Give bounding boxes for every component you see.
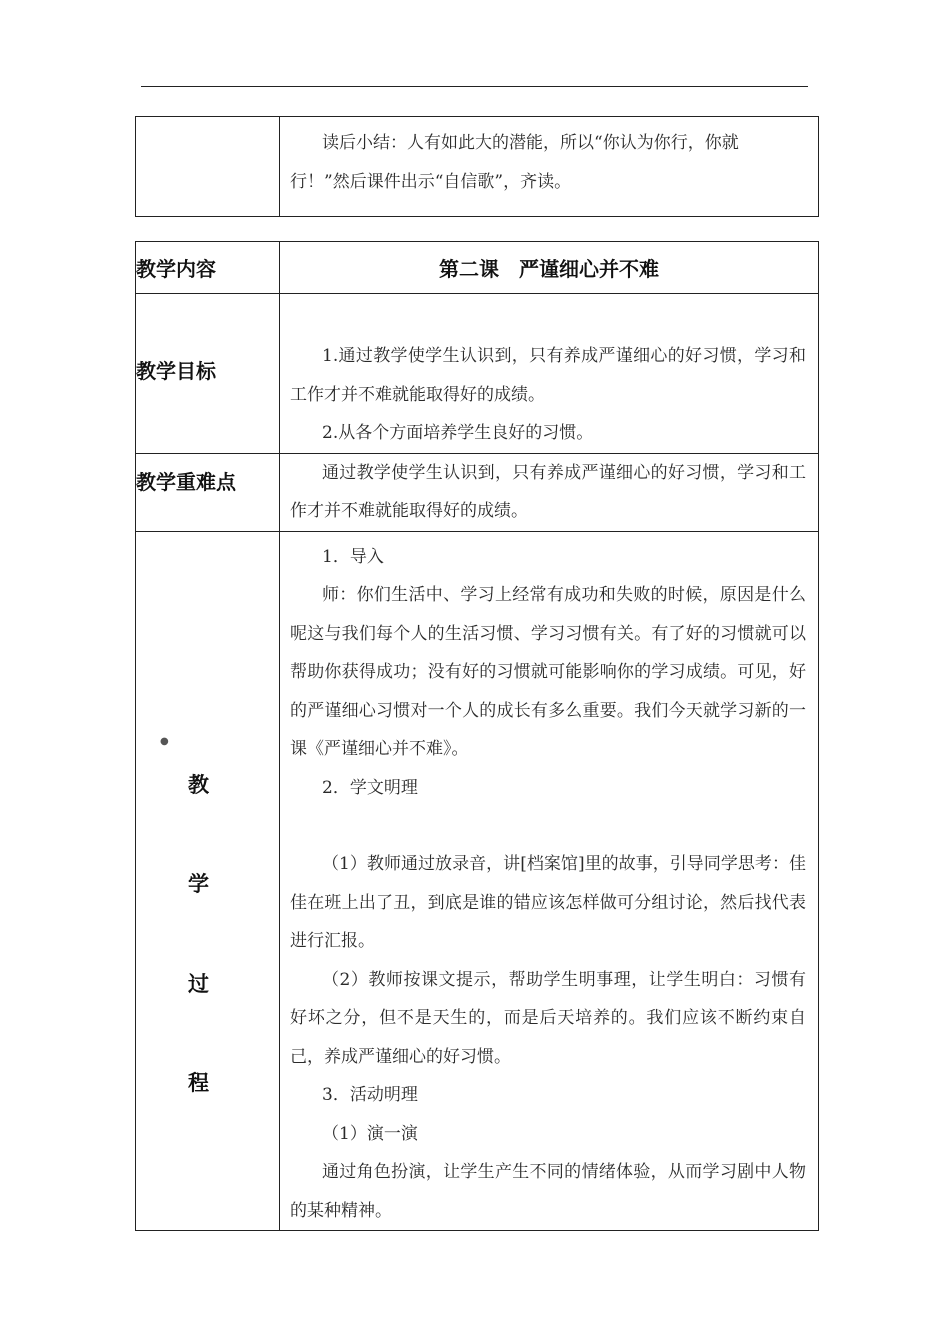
summary-label-cell xyxy=(136,117,280,217)
summary-line-1: 读后小结：人有如此大的潜能，所以“你认为你行，你就 xyxy=(322,133,739,153)
decor-dot: ● xyxy=(160,735,169,747)
header-rule xyxy=(141,86,808,87)
key-points-label: 教学重难点 xyxy=(136,453,280,531)
process-para-3: 2．学文明理 xyxy=(322,777,418,798)
process-para-8: 通过角色扮演，让学生产生不同的情绪体验，从而学习剧中人物的某种精神。 xyxy=(290,1162,806,1221)
process-para-6: 3．活动明理 xyxy=(322,1085,418,1105)
goals-label: 教学目标 xyxy=(136,294,280,454)
summary-line-2: 行！”然后课件出示“自信歌”，齐读。 xyxy=(290,171,572,192)
process-para-7: （1）演一演 xyxy=(322,1123,418,1144)
process-para-5: （2）教师按课文提示，帮助学生明事理，让学生明白：习惯有好坏之分，但不是天生的，而是后天培养的。我们应该不断约束自己，养成严谨细心的好习惯。 xyxy=(290,969,806,1067)
process-para-1: 1．导入 xyxy=(322,546,384,567)
process-char-1: 教 xyxy=(188,772,209,797)
process-label-cell xyxy=(136,531,280,1231)
goals-cell xyxy=(280,294,819,454)
process-char-3: 过 xyxy=(188,971,209,996)
process-para-4: （1）教师通过放录音，讲[档案馆]里的故事，引导同学思考：佳佳在班上出了丑，到底是谁的错应该怎样做可分组讨论，然后找代表进行汇报。 xyxy=(290,854,806,951)
key-points-cell xyxy=(280,453,819,531)
lesson-table xyxy=(135,241,819,1231)
process-char-2: 学 xyxy=(188,871,209,896)
key-points-text: 通过教学使学生认识到，只有养成严谨细心的好习惯，学习和工作才并不难就能取得好的成绩。 xyxy=(290,462,806,521)
goal-item-1: 1.通过教学使学生认识到，只有养成严谨细心的好习惯，学习和工作才并不难就能取得好的成绩。 xyxy=(290,346,806,405)
process-char-4: 程 xyxy=(188,1070,209,1095)
content-label: 教学内容 xyxy=(136,242,280,294)
goal-item-2: 2.从各个方面培养学生良好的习惯。 xyxy=(322,423,594,443)
summary-table xyxy=(135,116,819,217)
summary-text-cell xyxy=(280,117,819,217)
lesson-title: 第二课 严谨细心并不难 xyxy=(280,242,819,294)
process-para-2: 师：你们生活中、学习上经常有成功和失败的时候，原因是什么呢这与我们每个人的生活习惯、学习习惯有关。有了好的习惯就可以帮助你获得成功；没有好的习惯就可能影响你的学习成绩。可见，好的严谨细心习惯对一个人的成长有多么重要。我们今天就学习新的一课《严谨细心并不难》。 xyxy=(290,585,806,759)
process-cell xyxy=(280,531,819,1231)
